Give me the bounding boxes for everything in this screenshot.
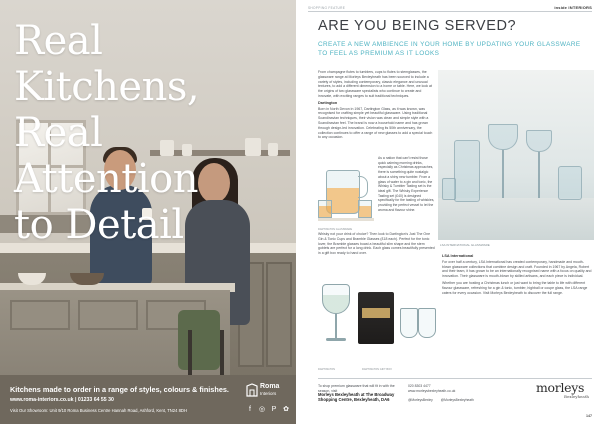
footer-phone[interactable]: 020 8303 4477 <box>408 384 431 388</box>
footer-social <box>408 398 528 402</box>
whisky-tasting-paragraph: As a nation that can't resist those quick calming morning drinks, especially as Christmas approaches, there is something quite nostalgic about a shiny new tumbler. From a glass of water to a gin and tonic, the Whisky & Tumbler Tasting set is the ideal gift. The Whisky Experience Tasting set (£40) is designed specifically for the tasting of whiskies, providing the perfect vessel to let the aroma and flavour shine. <box>378 156 435 212</box>
article-page <box>300 0 600 424</box>
houzz-icon[interactable]: ✿ <box>283 406 289 413</box>
footer-store-name: Morleys Bexleyheath at The Broadway Shopping Centre, Bexleyheath, DA6 <box>318 392 395 403</box>
footer-store-info <box>318 384 402 403</box>
footer-facebook-handle[interactable]: @MorleysBexleyheath <box>440 398 474 402</box>
gin-tonic-paragraph: Whisky not your drink of choice? Then look to Dartington's Just The One Gin & Tonic Cups and Bramble Glasses (£18 each). Perfect for the tonic lover, the Bramble glasses boast a beautiful slim shape and the stem goblets are perfect for a long drink. Each glass comes beautifully presented in a gift box ready to hand over. <box>318 232 435 256</box>
article-body-column <box>318 232 436 258</box>
tumbler-glass <box>318 200 332 218</box>
article-title: ARE YOU BEING SERVED? <box>318 18 517 34</box>
footer-website[interactable]: www.morleysbexleyheath.co.uk <box>408 388 456 393</box>
morleys-logo-sub: Bexleyheath <box>564 394 589 399</box>
page-number: 147 <box>586 414 592 418</box>
section-label: SHOPPING FEATURE <box>308 6 346 10</box>
kitchen-advert <box>0 0 296 424</box>
footer-twitter-handle[interactable]: @MorleysBexley <box>408 398 433 402</box>
roma-logo-icon <box>246 383 258 397</box>
standfirst-line: TO FEEL AS PREMIUM AS IT LOOKS <box>318 50 440 58</box>
lsa-paragraph: Whether you are hosting a Christmas lunch or just want to bring the table to life with different flavour glassware, refreshing for a gin & tonic, tumbler, highball or coupe glass, the LSA range caters for every occasion. Visit Morleys Bexleyheath to discover the full range. <box>442 280 588 295</box>
gin-glass-gift-box-photo <box>318 278 436 368</box>
advert-tagline: Kitchens made to order in a range of styles, colours & finishes. <box>10 385 229 394</box>
facebook-icon[interactable]: f <box>249 406 251 413</box>
morleys-logo <box>536 381 594 399</box>
photo-caption: DARTINGTON <box>318 368 336 371</box>
island-drawer <box>78 300 138 330</box>
roma-logo <box>246 381 292 401</box>
advert-website-phone[interactable]: www.roma-interiors.co.uk | 01233 64 55 30 <box>10 397 114 403</box>
advert-headline <box>14 18 294 248</box>
roma-logo-sub: Interiors <box>260 391 277 396</box>
footer-contact <box>408 384 484 393</box>
island-drawer <box>10 300 70 330</box>
article-intro: From champagne flutes to tumblers, cups to flutes to stemglasses, the glassware range at Morleys Bexleyheath has been sourced to include a variety of styles, including contemporary, classic elegance and unusual textures, to add a different dimension to a home or table. Here, we look at the origins of two glassware specialists who continue to create and innovate, with exciting ranges to suit traditional techniques. <box>318 70 432 98</box>
advert-social-icons <box>246 406 292 416</box>
headline-line: Real Attention <box>14 110 198 202</box>
photo-caption: LSA INTERNATIONAL GLASSWARE <box>440 243 490 247</box>
table <box>438 198 594 240</box>
gin-glass <box>322 284 350 314</box>
jug-and-tumblers-photo <box>318 156 374 226</box>
dartington-paragraph: Born in North Devon in 1967, Dartington Glass, as it was known, was recognised for crafting simple yet beautiful glassware. Using traditional Scandinavian techniques, their vision was clean and simple style with a Scandinavian feel. The brand is now a household name and has grown through design-led innovation. Celebrating its 50th anniversary, the collection continues to offer a range of new glasses to add a special touch to any occasion. <box>318 106 433 140</box>
headline-line: Real Kitchens, <box>14 18 200 110</box>
standfirst-line: CREATE A NEW AMBIENCE IN YOUR HOME BY UPDATING YOUR GLASSWARE <box>318 41 581 48</box>
divider <box>308 11 592 12</box>
tumbler-glass <box>558 166 582 200</box>
section-heading-lsa: LSA International <box>442 254 474 258</box>
glass-stem <box>502 150 504 198</box>
glass-stem <box>538 152 540 198</box>
tumbler-glass <box>358 200 372 218</box>
lsa-paragraph: For over half a century, LSA International has created contemporary, handmade and mouth-blown glassware collections that combine design and craft. Founded in 1967 by Angela, Robert and their team, it has grown to be an internationally recognised name with a focus on quality and innovation. Their glassware is mouth-blown by skilled artisans, and each piece is individual. <box>442 259 592 279</box>
instagram-icon[interactable]: ◎ <box>258 406 266 413</box>
tall-glass <box>454 140 480 202</box>
wine-glass <box>526 130 552 152</box>
lsa-glassware-photo <box>438 70 594 240</box>
magazine-brand: inside INTERIORS <box>554 5 592 10</box>
morleys-logo-name: morleys <box>536 380 585 395</box>
tray <box>318 218 374 221</box>
article-standfirst <box>318 40 588 58</box>
roma-logo-name: Roma <box>260 383 280 390</box>
wine-glass <box>488 124 518 150</box>
photo-caption: DARTINGTON GLASSWARE <box>318 228 353 231</box>
article-body-column <box>318 70 436 142</box>
article-body-column <box>442 254 592 297</box>
jug-handle <box>358 176 368 198</box>
gift-box-label <box>362 308 390 318</box>
glass-stem <box>335 314 337 338</box>
goblet-glass <box>400 308 418 338</box>
advert-showroom-address: Visit Our Showroom: Unit 9/10 Roma Business Centre Hannah Road, Ashford, Kent, TN24 8DH <box>10 408 187 413</box>
section-heading-dartington: Dartington <box>318 100 338 105</box>
divider <box>318 378 592 379</box>
glass-foot <box>326 338 346 341</box>
pinterest-icon[interactable]: P <box>271 406 277 413</box>
cabinet-door <box>266 262 292 367</box>
footer-intro-text: To shop premium glassware that will fit in with the season, visit <box>318 384 395 393</box>
shot-glass <box>442 178 456 200</box>
gift-box <box>358 292 394 344</box>
goblet-glass <box>418 308 436 338</box>
photo-caption: DARTINGTON GIFT BOX <box>362 368 392 371</box>
headline-line: to Detail <box>14 202 184 248</box>
